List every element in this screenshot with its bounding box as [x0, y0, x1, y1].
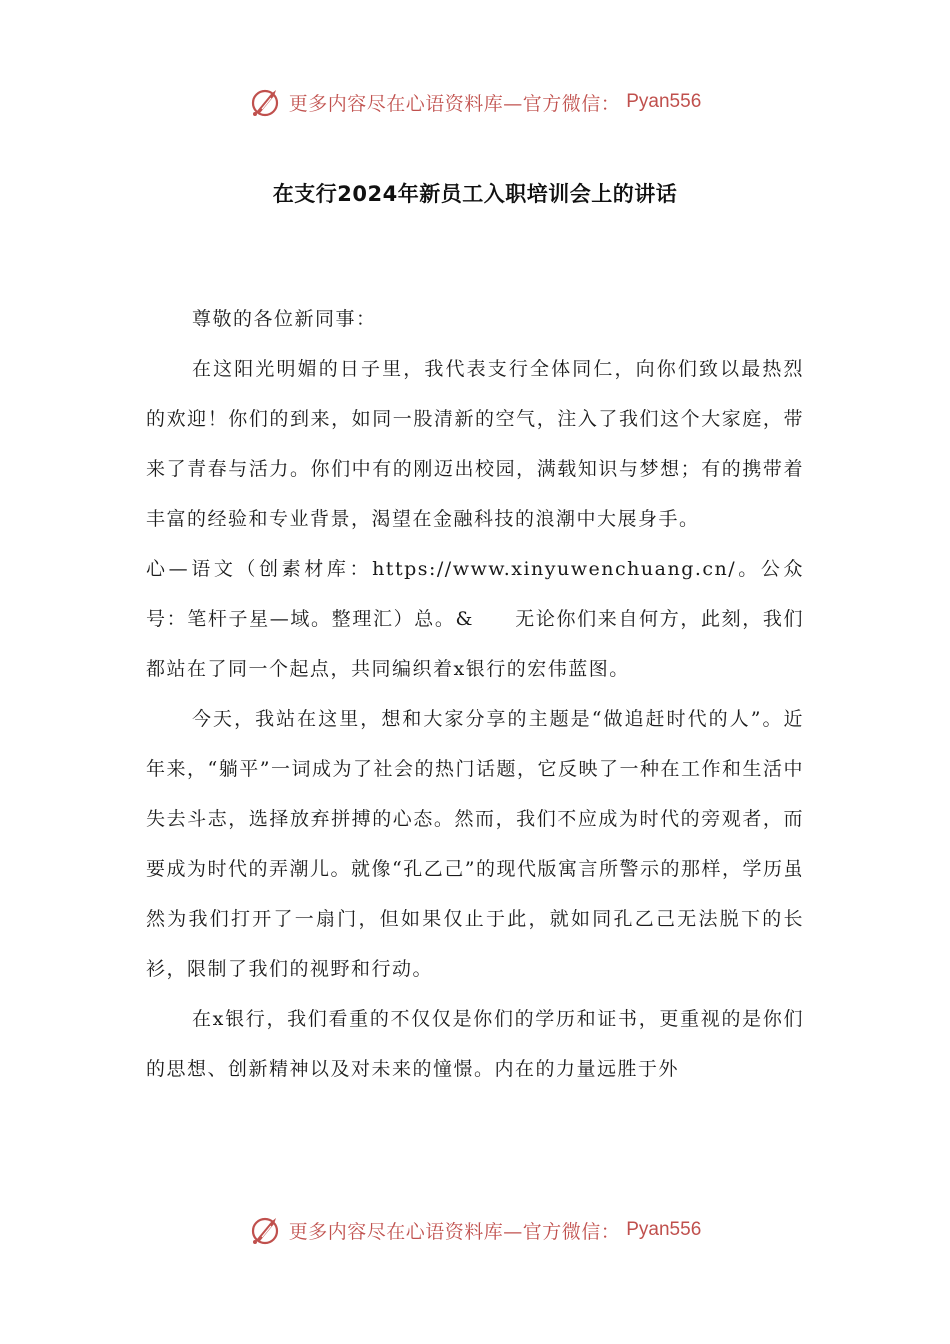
footer-banner	[0, 1210, 950, 1250]
document-body	[146, 294, 804, 1094]
header-wechat-id: Pyan556	[626, 91, 702, 112]
paragraph: 心—语文（创素材库：https://www.xinyuwenchuang.cn/。公众号：笔杆子星—域。整理汇）总。& 无论你们来自何方，此刻，我们都站在了同一个起点，共同编织着x银行的宏伟蓝图。	[146, 558, 804, 680]
pen-nib-circle-icon	[249, 1213, 283, 1247]
footer-banner-text: 更多内容尽在心语资料库—官方微信：	[288, 1220, 621, 1243]
paragraph: 在x银行，我们看重的不仅仅是你们的学历和证书，更重视的是你们的思想、创新精神以及对未来的憧憬。内在的力量远胜于外	[146, 1008, 804, 1080]
paragraph: 今天，我站在这里，想和大家分享的主题是“做追赶时代的人”。近年来，“躺平”一词成为了社会的热门话题，它反映了一种在工作和生活中失去斗志，选择放弃拼搏的心态。然而，我们不应成为时代的旁观者，而要成为时代的弄潮儿。就像“孔乙己”的现代版寓言所警示的那样，学历虽然为我们打开了一扇门，但如果仅止于此，就如同孔乙己无法脱下的长衫，限制了我们的视野和行动。	[146, 708, 804, 980]
header-banner-text: 更多内容尽在心语资料库—官方微信：	[288, 92, 621, 115]
footer-wechat-id: Pyan556	[626, 1219, 702, 1240]
document-title: 在支行2024年新员工入职培训会上的讲话	[272, 182, 678, 206]
greeting: 尊敬的各位新同事：	[192, 308, 377, 330]
paragraph: 在这阳光明媚的日子里，我代表支行全体同仁，向你们致以最热烈的欢迎！你们的到来，如同一股清新的空气，注入了我们这个大家庭，带来了青春与活力。你们中有的刚迈出校园，满载知识与梦想；有的携带着丰富的经验和专业背景，渴望在金融科技的浪潮中大展身手。	[146, 358, 804, 530]
header-banner	[0, 82, 950, 122]
pen-nib-circle-icon	[249, 85, 283, 119]
